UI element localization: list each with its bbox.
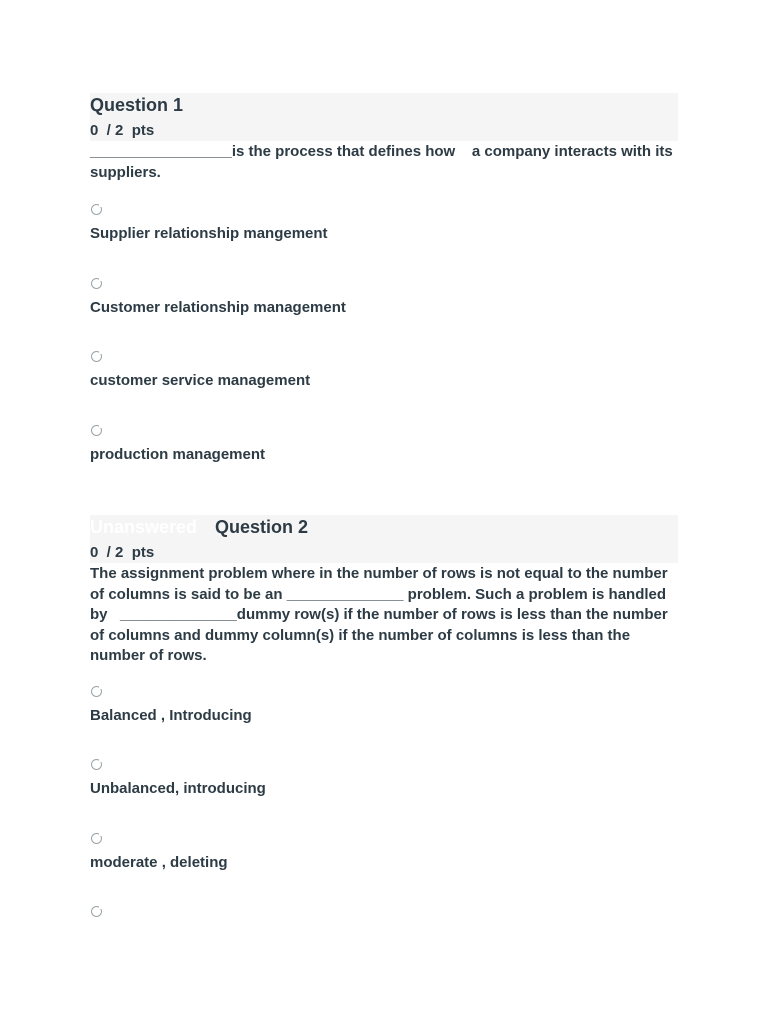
answer-label[interactable]: production management — [90, 445, 266, 463]
answer-option[interactable] — [90, 825, 678, 899]
radio-button[interactable] — [91, 278, 102, 289]
answer-option[interactable] — [90, 417, 678, 491]
answer-option[interactable] — [90, 678, 678, 752]
radio-button[interactable] — [91, 425, 102, 436]
answer-label[interactable]: Balanced , Introducing — [90, 706, 252, 724]
answer-list — [90, 196, 678, 490]
question-points: 0 / 2 pts — [90, 544, 155, 561]
answer-label[interactable]: moderate , deleting — [90, 853, 228, 871]
answer-label[interactable]: Supplier relationship mangement — [90, 225, 328, 242]
radio-button[interactable] — [91, 204, 102, 215]
answer-label[interactable]: Unbalanced, introducing — [90, 780, 266, 797]
question-text: The assignment problem where in the number of rows is not equal to the number of columns is said to be an ______________ problem. Such a problem is handled by ______________dummy row(s) if the number of rows is less than the number of columns and dummy column(s) if the number of columns is less than the number of rows. — [90, 565, 672, 664]
question-text: _________________is the process that defines how a company interacts with its suppliers. — [90, 143, 677, 181]
unanswered-label: Unanswered — [90, 517, 198, 537]
question-header — [90, 515, 678, 563]
answer-option[interactable] — [90, 343, 678, 417]
question-title: Question 2 — [215, 517, 309, 537]
answer-label[interactable]: customer service management — [90, 372, 311, 389]
answer-option[interactable] — [90, 751, 678, 825]
question-points: 0 / 2 pts — [90, 122, 155, 139]
radio-button[interactable] — [91, 759, 102, 770]
question-header — [90, 93, 678, 141]
quiz-results-page — [90, 93, 678, 871]
question-block — [90, 93, 678, 490]
question-block — [90, 515, 678, 972]
answer-option[interactable] — [90, 196, 678, 270]
answer-option[interactable] — [90, 898, 678, 972]
radio-button[interactable] — [91, 686, 102, 697]
radio-button[interactable] — [91, 833, 102, 844]
answer-list — [90, 678, 678, 972]
answer-option[interactable] — [90, 270, 678, 344]
radio-button[interactable] — [91, 906, 102, 917]
answer-label[interactable]: Customer relationship management — [90, 298, 346, 316]
question-title: Question 1 — [90, 95, 184, 115]
radio-button[interactable] — [91, 351, 102, 362]
